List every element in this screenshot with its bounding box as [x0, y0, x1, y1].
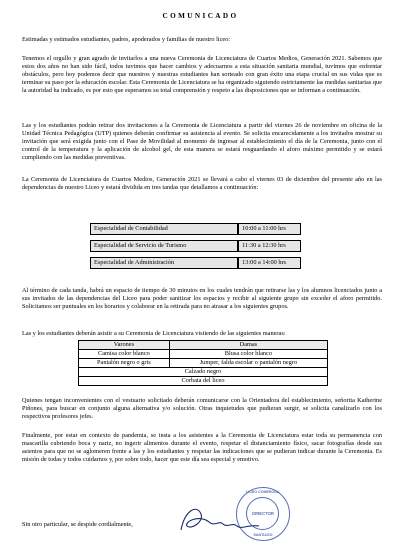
paragraph-intro: Tenemos el orgullo y gran agrado de invitarlos a una nueva Ceremonia de Licenciatura de Cuartos Medios, Generación 2021. Sabemos que estos dos años no han sido fácil, todos tuvimos que hacer cambios y adecuarnos a esta situación sanitaria mundial, tuvimos que enfrentar obstáculos, pero hoy podemos decir que nuestros y nuestras estudiantes han sorteado con gran éxito una etapa crucial en sus vidas que es terminar su paso por la educación escolar. Esta Ceremonia de Licenciatura se ha organizado siguiendo estrictamente las medidas sanitarias que la autoridad ha indicado, es por esto que esperamos su total comprensión y respeto a las disposiciones que se informan a continuación.	[22, 55, 382, 95]
salutation: Estimadas y estimados estudiantes, padres, apoderados y familias de nuestro liceo:	[22, 36, 231, 43]
school-seal	[236, 487, 290, 541]
closing-line: Sin otro particular, se despide cordialmente,	[22, 521, 133, 528]
time-cell: 13:00 a 14:00 hrs	[238, 257, 301, 269]
dress-common-cell: Calzado negro	[79, 368, 328, 377]
table-row	[79, 368, 328, 377]
paragraph-invitations: Las y los estudiantes podrán retirar dos invitaciones a la Ceremonia de Licenciatura a partir del viernes 26 de noviembre en oficina de la Unidad Técnica Pedagógica (UTP) quienes deberán confirmar su asistencia al evento. Se solicita encarecidamente a los invitados mostrar su invitación que será exigida junto con el Pase de Movilidad al momento de ingresar al establecimiento el día de la Ceremonia, junto con el control de la temperatura y la aplicación de alcohol gel, de esta manera se estará resguardando el aforo máximo permitido y se estará cumpliendo con las medidas preventivas.	[22, 122, 382, 162]
table-row	[79, 359, 328, 368]
dress-common-cell: Corbata del liceo	[79, 377, 328, 386]
paragraph-health-measures: Finalmente, por estar en contexto de pandemia, se insta a los asistentes a la Ceremonia de Licenciatura estar toda su permanencia con mascarilla cubriendo boca y nariz, no ingerir alimentos durante el evento, respetar el distanciamiento físico, sacar fotografías desde sus asientos para que no se aglomeren frente a las y los estudiantes y respetar las indicaciones que se pudieran indicar durante la Ceremonia. Es misión de todas y todos cuidarnos y, por sobre todo, hacer que este día sea especial y emotivo.	[22, 432, 382, 464]
table-row	[90, 223, 301, 235]
table-row	[79, 350, 328, 359]
seal-top-text: LICEO COMERCIAL	[246, 490, 280, 494]
dress-cell: Pantalón negro o gris	[79, 359, 170, 368]
time-cell: 10:00 a 11:00 hrs	[238, 223, 301, 235]
column-header-men: Varones	[79, 341, 170, 350]
specialty-cell: Especialidad de Contabilidad	[90, 223, 238, 235]
dress-cell: Jumper, falda escolar o pantalón negro	[169, 359, 327, 368]
table-row	[90, 240, 301, 252]
dress-cell: Camisa color blanco	[79, 350, 170, 359]
seal-center-text: DIRECTOR	[252, 511, 274, 516]
paragraph-dress-intro: Las y los estudiantes deberán asistir a su Ceremonia de Licenciatura vistiendo de las siguientes maneras:	[22, 330, 286, 337]
time-cell: 11:30 a 12:30 hrs	[238, 240, 301, 252]
dress-cell: Blusa color blanco	[169, 350, 327, 359]
paragraph-schedule: La Ceremonia de Licenciatura de Cuartos Medios, Generación 2021 se llevará a cabo el viernes 03 de diciembre del presente año en las dependencias de nuestro Liceo y estará dividida en tres tandas que detallamos a continuación:	[22, 176, 382, 192]
seal-bottom-text: SANTIAGO	[253, 533, 273, 538]
table-row	[79, 377, 328, 386]
specialty-cell: Especialidad de Administración	[90, 257, 238, 269]
table-header-row	[79, 341, 328, 350]
paragraph-sanitize: Al término de cada tanda, habrá un espacio de tiempo de 30 minutos en los cuales tendrán que retirarse las y los alumnos licenciados junto a sus invitados de las dependencias del Liceo para poder sanitizar los espacios y recibir al siguiente grupo sin exceder el aforo permitido. Solicitamos ser puntuales en los horarios y colaborar en la retirada para no atrasar a los siguientes grupos.	[22, 287, 382, 311]
specialty-cell: Especialidad de Servicio de Turismo	[90, 240, 238, 252]
document-title: COMUNICADO	[162, 12, 239, 20]
table-row	[90, 257, 301, 269]
paragraph-contact: Quienes tengan inconvenientes con el vestuario solicitado deberán comunicarse con la Orientadora del establecimiento, señorita Katherine Piñones, para buscar en conjunto alguna alternativa y/o solución. Otras inquietudes que pudieran surgir, se solicita canalizarlo con los respectivos profesores jefes.	[22, 397, 382, 421]
schedule-table	[90, 218, 301, 274]
dress-code-table	[78, 340, 328, 386]
column-header-women: Damas	[169, 341, 327, 350]
